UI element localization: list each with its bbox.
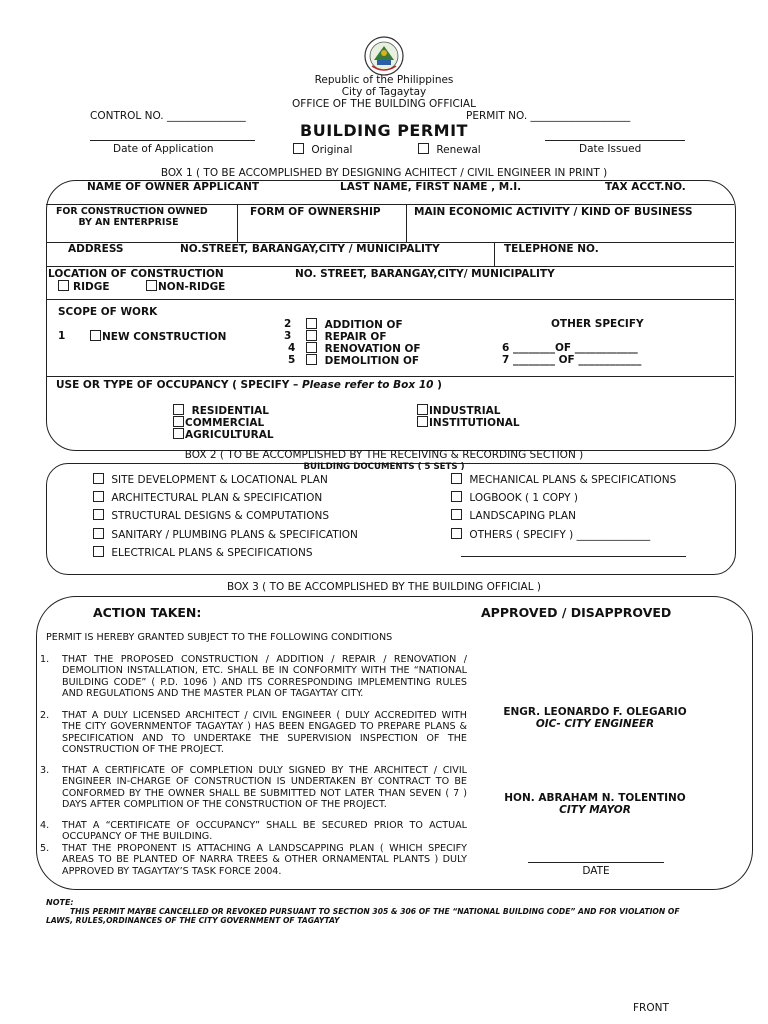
commercial-checkbox[interactable]: COMMERCIAL xyxy=(173,416,264,429)
institutional-checkbox[interactable]: INSTITUTIONAL xyxy=(417,416,520,429)
checkbox-icon xyxy=(417,416,428,427)
approval-status[interactable]: APPROVED / DISAPPROVED xyxy=(481,605,672,620)
address-detail[interactable]: NO.STREET, BARANGAY,CITY / MUNICIPALITY xyxy=(180,243,440,255)
engineer-title: OIC- CITY ENGINEER xyxy=(535,718,655,730)
doc-others[interactable]: OTHERS ( SPECIFY ) ______________ xyxy=(451,528,650,541)
telephone-label[interactable]: TELEPHONE NO. xyxy=(504,243,599,255)
checkbox-icon xyxy=(146,280,157,291)
tax-acct-label[interactable]: TAX ACCT.NO. xyxy=(605,181,686,193)
scope-4-num: 4 xyxy=(288,342,296,354)
doc-mechanical[interactable]: MECHANICAL PLANS & SPECIFICATIONS xyxy=(451,473,676,486)
header-republic: Republic of the Philippines xyxy=(314,74,454,86)
address-label: ADDRESS xyxy=(68,243,124,255)
renovation-checkbox[interactable]: RENOVATION OF xyxy=(306,342,421,355)
new-construction-checkbox[interactable]: NEW CONSTRUCTION xyxy=(90,330,226,343)
checkbox-icon xyxy=(173,404,184,415)
page-title: BUILDING PERMIT xyxy=(300,121,468,140)
doc-electrical[interactable]: ELECTRICAL PLANS & SPECIFICATIONS xyxy=(93,546,312,559)
condition-3: 3. THAT A CERTIFICATE OF COMPLETION DULY SIGNED BY THE ARCHITECT / CIVIL ENGINEER IN-CHARGE OF CONSTRUCTION IS UNDERTAKEN BY CONTRACT TO BE CONFORMED BY THE OWNER SHALL BE SUBMITTED NOT LATER THAN SEVEN ( 7 ) DAYS AFTER COMPLITION OF THE CONSTRUCTION OF THE PROJECT. xyxy=(40,765,467,811)
city-seal xyxy=(364,36,404,76)
action-taken-label: ACTION TAKEN: xyxy=(93,605,202,620)
checkbox-icon xyxy=(293,143,304,154)
demolition-checkbox[interactable]: DEMOLITION OF xyxy=(306,354,419,367)
checkbox-icon xyxy=(173,428,184,439)
header-office: OFFICE OF THE BUILDING OFFICIAL xyxy=(292,98,476,110)
mayor-name: HON. ABRAHAM N. TOLENTINO xyxy=(504,792,686,804)
condition-1: 1. THAT THE PROPOSED CONSTRUCTION / ADDITION / REPAIR / RENOVATION / DEMOLITION INSTALLATION, ETC. SHALL BE IN CONFORMITY WITH THE “NATIONAL BUILDING CODE” ( P.D. 1096 ) AND ITS CORRESPONDING IMPLEMENTING RULES AND REGULATIONS AND THE MASTER PLAN OF TAGAYTAY CITY. xyxy=(40,654,467,700)
economic-activity-label[interactable]: MAIN ECONOMIC ACTIVITY / KIND OF BUSINESS xyxy=(414,206,693,218)
checkbox-icon xyxy=(451,491,462,502)
box2-caption: BOX 2 ( TO BE ACCOMPLISHED BY THE RECEIVING & RECORDING SECTION ) xyxy=(184,449,584,461)
doc-architectural[interactable]: ARCHITECTURAL PLAN & SPECIFICATION xyxy=(93,491,322,504)
scope-1-num: 1 xyxy=(58,330,66,342)
mayor-title: CITY MAYOR xyxy=(559,804,631,816)
industrial-checkbox[interactable]: INDUSTRIAL xyxy=(417,404,500,417)
doc-site-development[interactable]: SITE DEVELOPMENT & LOCATIONAL PLAN xyxy=(93,473,328,486)
checkbox-icon xyxy=(173,416,184,427)
checkbox-icon xyxy=(93,546,104,557)
repair-checkbox[interactable]: REPAIR OF xyxy=(306,330,387,343)
other-7-field[interactable]: 7 ________ OF ____________ xyxy=(502,354,642,366)
date-label: DATE xyxy=(582,865,610,877)
checkbox-icon xyxy=(306,318,317,329)
checkbox-icon xyxy=(93,473,104,484)
scope-2-num: 2 xyxy=(284,318,292,330)
doc-structural[interactable]: STRUCTURAL DESIGNS & COMPUTATIONS xyxy=(93,509,329,522)
note-label: NOTE: xyxy=(46,898,74,907)
location-label: LOCATION OF CONSTRUCTION xyxy=(48,268,224,280)
checkbox-icon xyxy=(306,354,317,365)
docs-title: BUILDING DOCUMENTS ( 5 SETS ) xyxy=(303,462,465,472)
granted-statement: PERMIT IS HEREBY GRANTED SUBJECT TO THE FOLLOWING CONDITIONS xyxy=(46,632,393,643)
control-no[interactable]: CONTROL NO. _______________ xyxy=(90,110,246,122)
original-checkbox[interactable]: Original xyxy=(293,143,352,156)
date-application-label: Date of Application xyxy=(113,143,214,155)
note-line-2: LAWS, RULES,ORDINANCES OF THE CITY GOVERNMENT OF TAGAYTAY xyxy=(46,916,340,925)
checkbox-icon xyxy=(93,509,104,520)
checkbox-icon xyxy=(306,330,317,341)
front-label: FRONT xyxy=(633,1002,669,1014)
owner-name-label: LAST NAME, FIRST NAME , M.I. xyxy=(340,181,522,193)
checkbox-icon xyxy=(58,280,69,291)
renewal-checkbox[interactable]: Renewal xyxy=(418,143,481,156)
date-signature-line[interactable] xyxy=(528,862,664,863)
date-issued-line[interactable] xyxy=(545,140,685,141)
box3-caption: BOX 3 ( TO BE ACCOMPLISHED BY THE BUILDING OFFICIAL ) xyxy=(226,581,541,593)
occupancy-title: USE OR TYPE OF OCCUPANCY ( SPECIFY – Please refer to Box 10 ) xyxy=(56,379,442,391)
agricultural-checkbox[interactable]: AGRICULTURAL xyxy=(173,428,274,441)
checkbox-icon xyxy=(418,143,429,154)
checkbox-icon xyxy=(451,473,462,484)
permit-no[interactable]: PERMIT NO. ___________________ xyxy=(466,110,631,122)
other-6-field[interactable]: 6 ________OF ____________ xyxy=(502,342,638,354)
box1-caption: BOX 1 ( TO BE ACCOMPLISHED BY DESIGNING ACHITECT / CIVIL ENGINEER IN PRINT ) xyxy=(160,167,608,179)
checkbox-icon xyxy=(90,330,101,341)
checkbox-icon xyxy=(306,342,317,353)
note-line-1: THIS PERMIT MAYBE CANCELLED OR REVOKED PURSUANT TO SECTION 305 & 306 OF THE “NATIONAL BUILDING CODE” AND FOR VIOLATION OF xyxy=(70,907,680,916)
date-application-line[interactable] xyxy=(90,140,255,141)
date-issued-label: Date Issued xyxy=(579,143,642,155)
checkbox-icon xyxy=(93,528,104,539)
checkbox-icon xyxy=(451,528,462,539)
condition-2: 2. THAT A DULY LICENSED ARCHITECT / CIVIL ENGINEER ( DULY ACCREDITED WITH THE CITY GOVERNMENTOF TAGAYTAY ) HAS BEEN ENGAGED TO PREPARE PLANS & SPECIFICATION AND TO UNDERTAKE THE SUPERVISION INSPECTION OF THE CONSTRUCTION OF THE PROJECT. xyxy=(40,710,467,756)
scope-title: SCOPE OF WORK xyxy=(58,306,158,318)
checkbox-icon xyxy=(93,491,104,502)
ridge-checkbox[interactable]: RIDGE xyxy=(58,280,110,293)
residential-checkbox[interactable]: RESIDENTIAL xyxy=(173,404,269,417)
enterprise-label: FOR CONSTRUCTION OWNED BY AN ENTERPRISE xyxy=(56,206,208,228)
condition-5: 5. THAT THE PROPONENT IS ATTACHING A LANDSCAPPING PLAN ( WHICH SPECIFY AREAS TO BE PLANTED OF NARRA TREES & OTHER ORNAMENTAL PLANTS ) DULY APPROVED BY TAGAYTAY’S TASK FORCE 2004. xyxy=(40,843,467,877)
doc-others-extra-line[interactable] xyxy=(461,556,686,557)
addition-checkbox[interactable]: ADDITION OF xyxy=(306,318,403,331)
doc-sanitary[interactable]: SANITARY / PLUMBING PLANS & SPECIFICATION xyxy=(93,528,358,541)
header-city: City of Tagaytay xyxy=(341,86,427,98)
doc-logbook[interactable]: LOGBOOK ( 1 COPY ) xyxy=(451,491,578,504)
scope-3-num: 3 xyxy=(284,330,292,342)
engineer-name: ENGR. LEONARDO F. OLEGARIO xyxy=(503,706,687,718)
condition-4: 4. THAT A “CERTIFICATE OF OCCUPANCY” SHALL BE SECURED PRIOR TO ACTUAL OCCUPANCY OF THE BUILDING. xyxy=(40,820,467,843)
other-specify-label: OTHER SPECIFY xyxy=(551,318,644,330)
ownership-form-label[interactable]: FORM OF OWNERSHIP xyxy=(250,206,381,218)
non-ridge-checkbox[interactable]: NON-RIDGE xyxy=(146,280,225,293)
doc-landscaping[interactable]: LANDSCAPING PLAN xyxy=(451,509,576,522)
location-detail[interactable]: NO. STREET, BARANGAY,CITY/ MUNICIPALITY xyxy=(295,268,555,280)
checkbox-icon xyxy=(451,509,462,520)
scope-5-num: 5 xyxy=(288,354,296,366)
owner-label: NAME OF OWNER APPLICANT xyxy=(87,181,260,193)
checkbox-icon xyxy=(417,404,428,415)
